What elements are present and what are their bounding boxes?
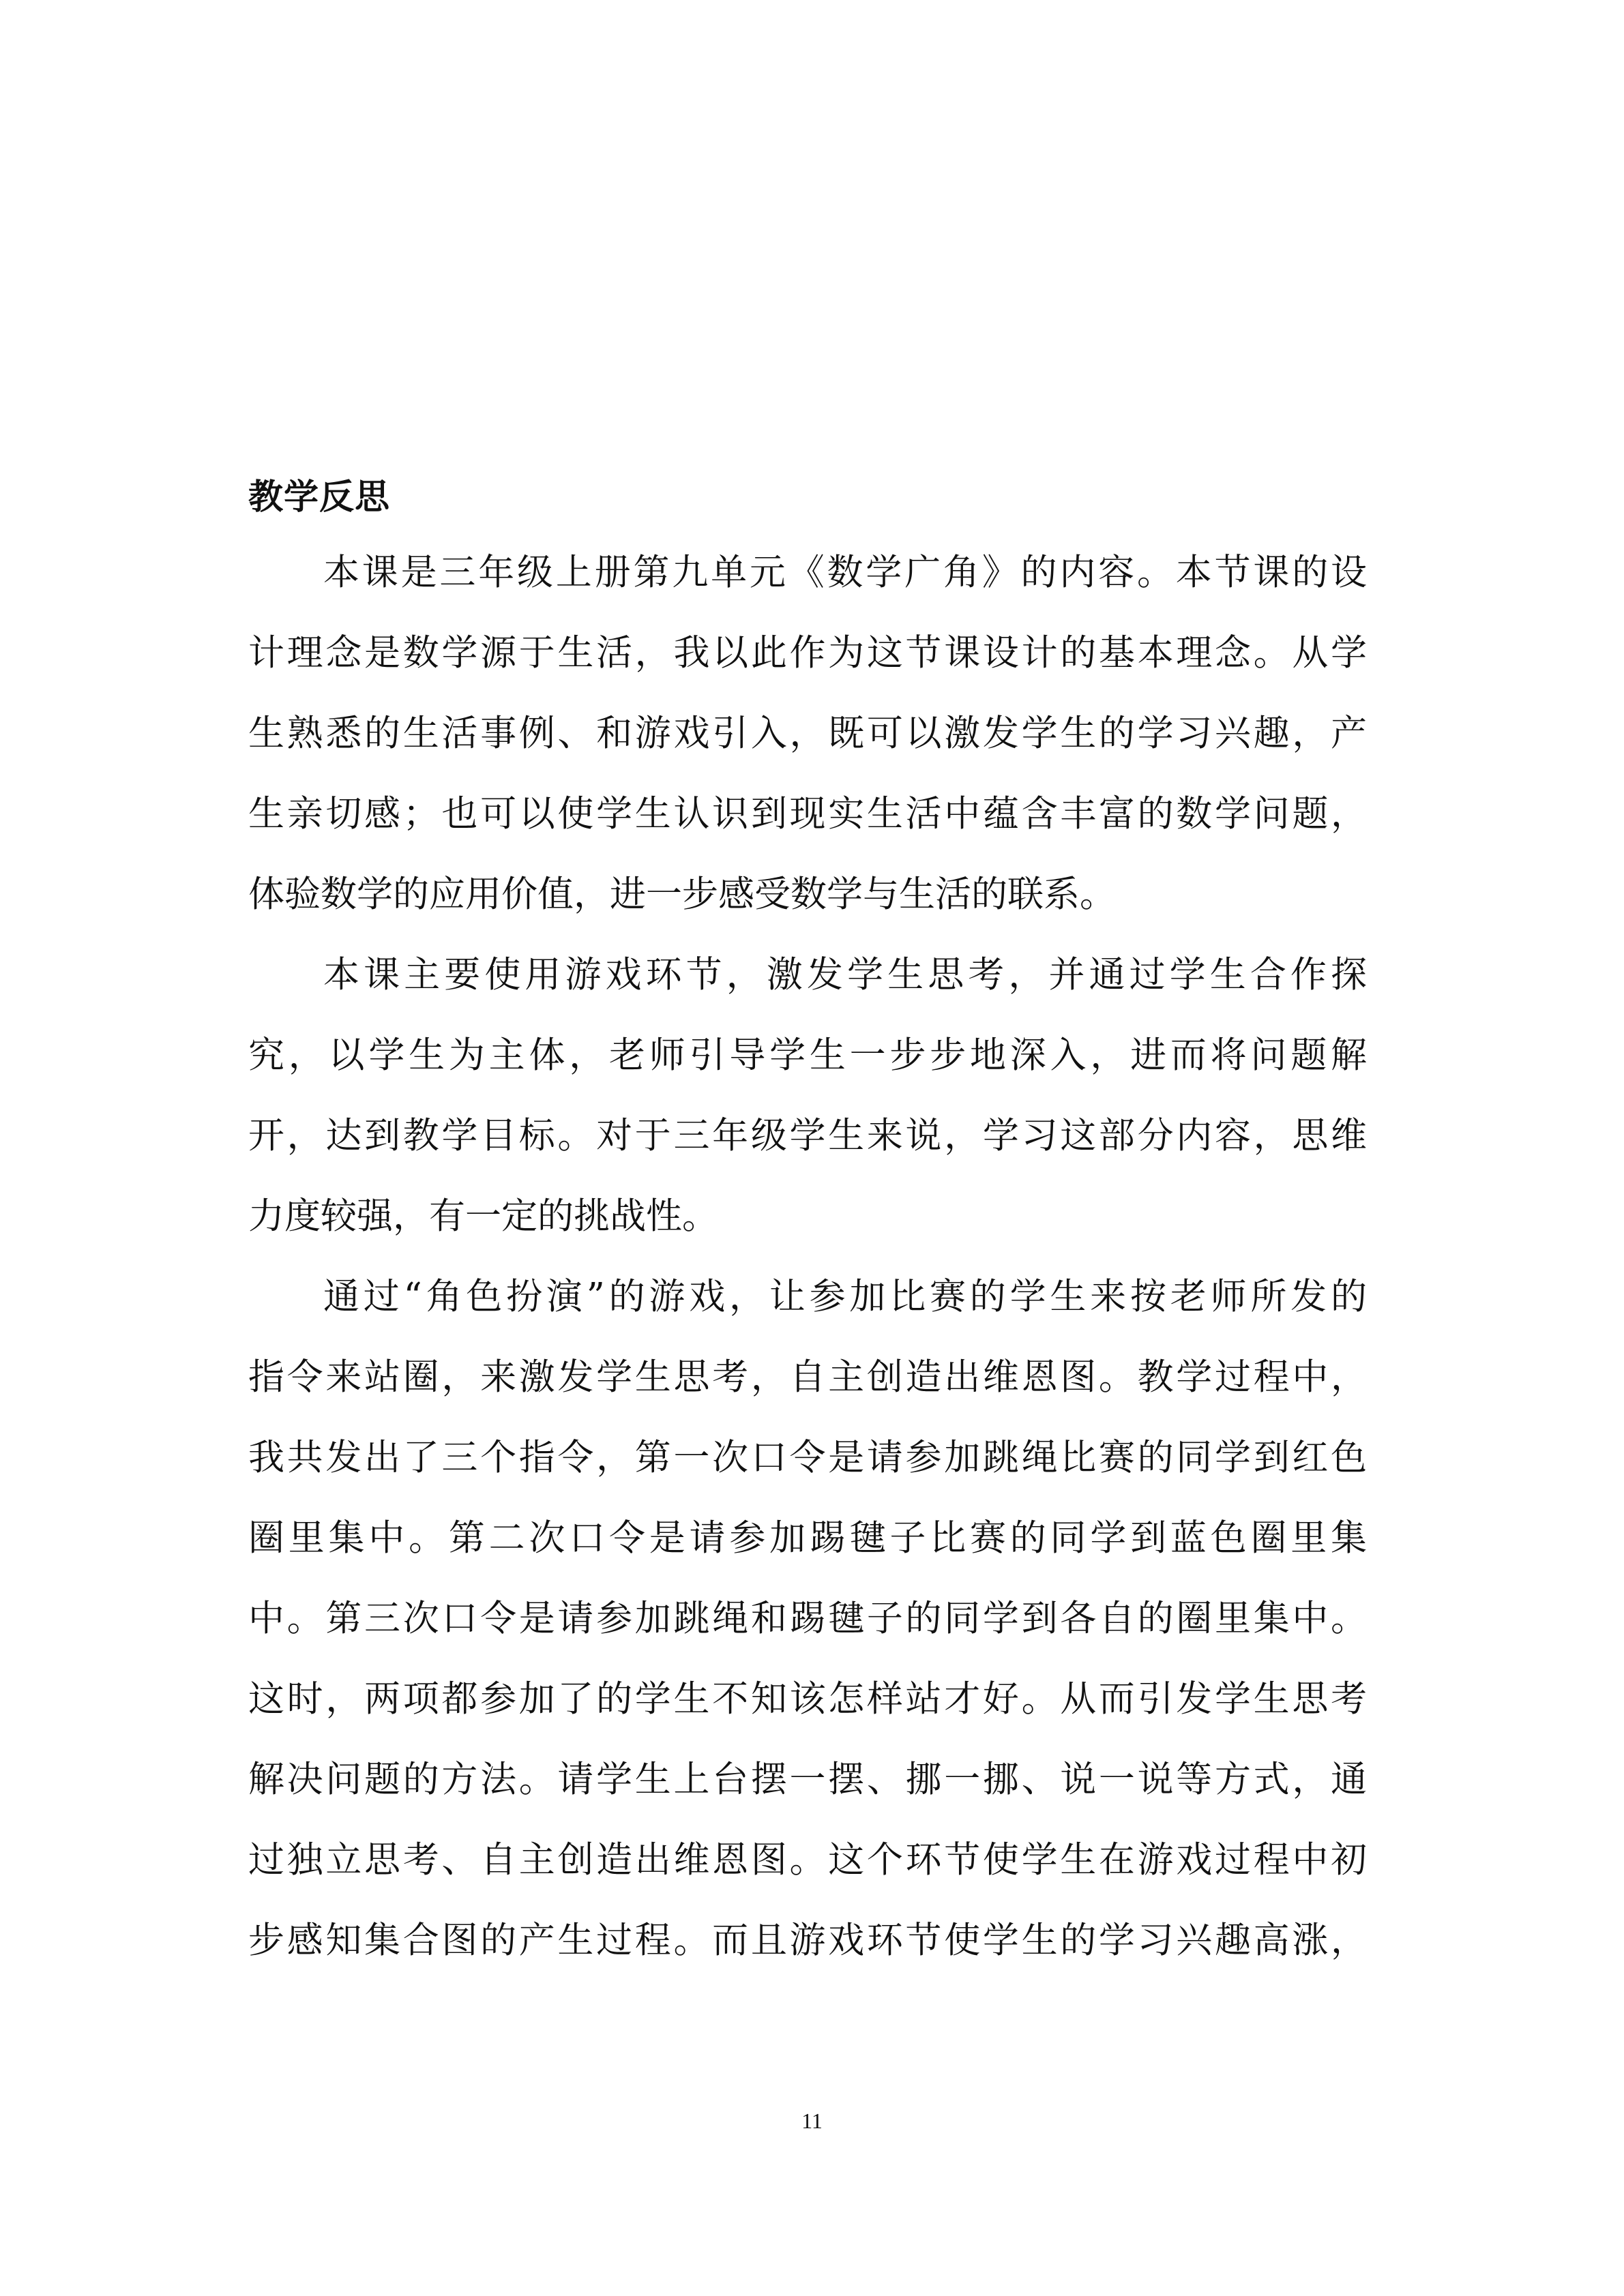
paragraph-1-line-3: 生熟悉的生活事例、和游戏引入，既可以激发学生的学习兴趣，产 [248,713,1367,754]
paragraph-2-line-3: 开，达到教学目标。对于三年级学生来说，学习这部分内容，思维 [248,1115,1367,1157]
paragraph-3-line-6: 这时，两项都参加了的学生不知该怎样站才好。从而引发学生思考 [248,1678,1367,1720]
paragraph-1-line-2: 计理念是数学源于生活，我以此作为这节课设计的基本理念。从学 [248,632,1367,674]
paragraph-3-line-7: 解决问题的方法。请学生上台摆一摆、挪一挪、说一说等方式，通 [248,1759,1367,1800]
paragraph-3-line-3: 我共发出了三个指令，第一次口令是请参加跳绳比赛的同学到红色 [248,1437,1367,1478]
paragraph-3-line-4: 圈里集中。第二次口令是请参加踢毽子比赛的同学到蓝色圈里集 [248,1517,1367,1559]
paragraph-1-line-5: 体验数学的应用价值，进一步感受数学与生活的联系。 [248,874,1116,915]
paragraph-3-line-1: 通过“角色扮演”的游戏，让参加比赛的学生来按老师所发的 [323,1276,1367,1317]
paragraph-2-line-2: 究，以学生为主体，老师引导学生一步步地深入，进而将问题解 [248,1034,1367,1076]
paragraph-2-line-1: 本课主要使用游戏环节，激发学生思考，并通过学生合作探 [323,954,1367,996]
paragraph-3-line-2: 指令来站圈，来激发学生思考，自主创造出维恩图。教学过程中， [248,1356,1367,1398]
paragraph-1-line-4: 生亲切感；也可以使学生认识到现实生活中蕴含丰富的数学问题， [248,793,1367,835]
section-heading: 教学反思 [248,477,391,518]
paragraph-3-line-8: 过独立思考、自主创造出维恩图。这个环节使学生在游戏过程中初 [248,1839,1367,1881]
paragraph-2-line-4: 力度较强，有一定的挑战性。 [248,1195,718,1237]
page-number: 11 [801,2108,823,2133]
paragraph-3-line-9: 步感知集合图的产生过程。而且游戏环节使学生的学习兴趣高涨， [248,1920,1367,1961]
paragraph-3-line-5: 中。第三次口令是请参加跳绳和踢毽子的同学到各自的圈里集中。 [248,1598,1367,1639]
paragraph-1-line-1: 本课是三年级上册第九单元《数学广角》的内容。本节课的设 [323,552,1367,593]
